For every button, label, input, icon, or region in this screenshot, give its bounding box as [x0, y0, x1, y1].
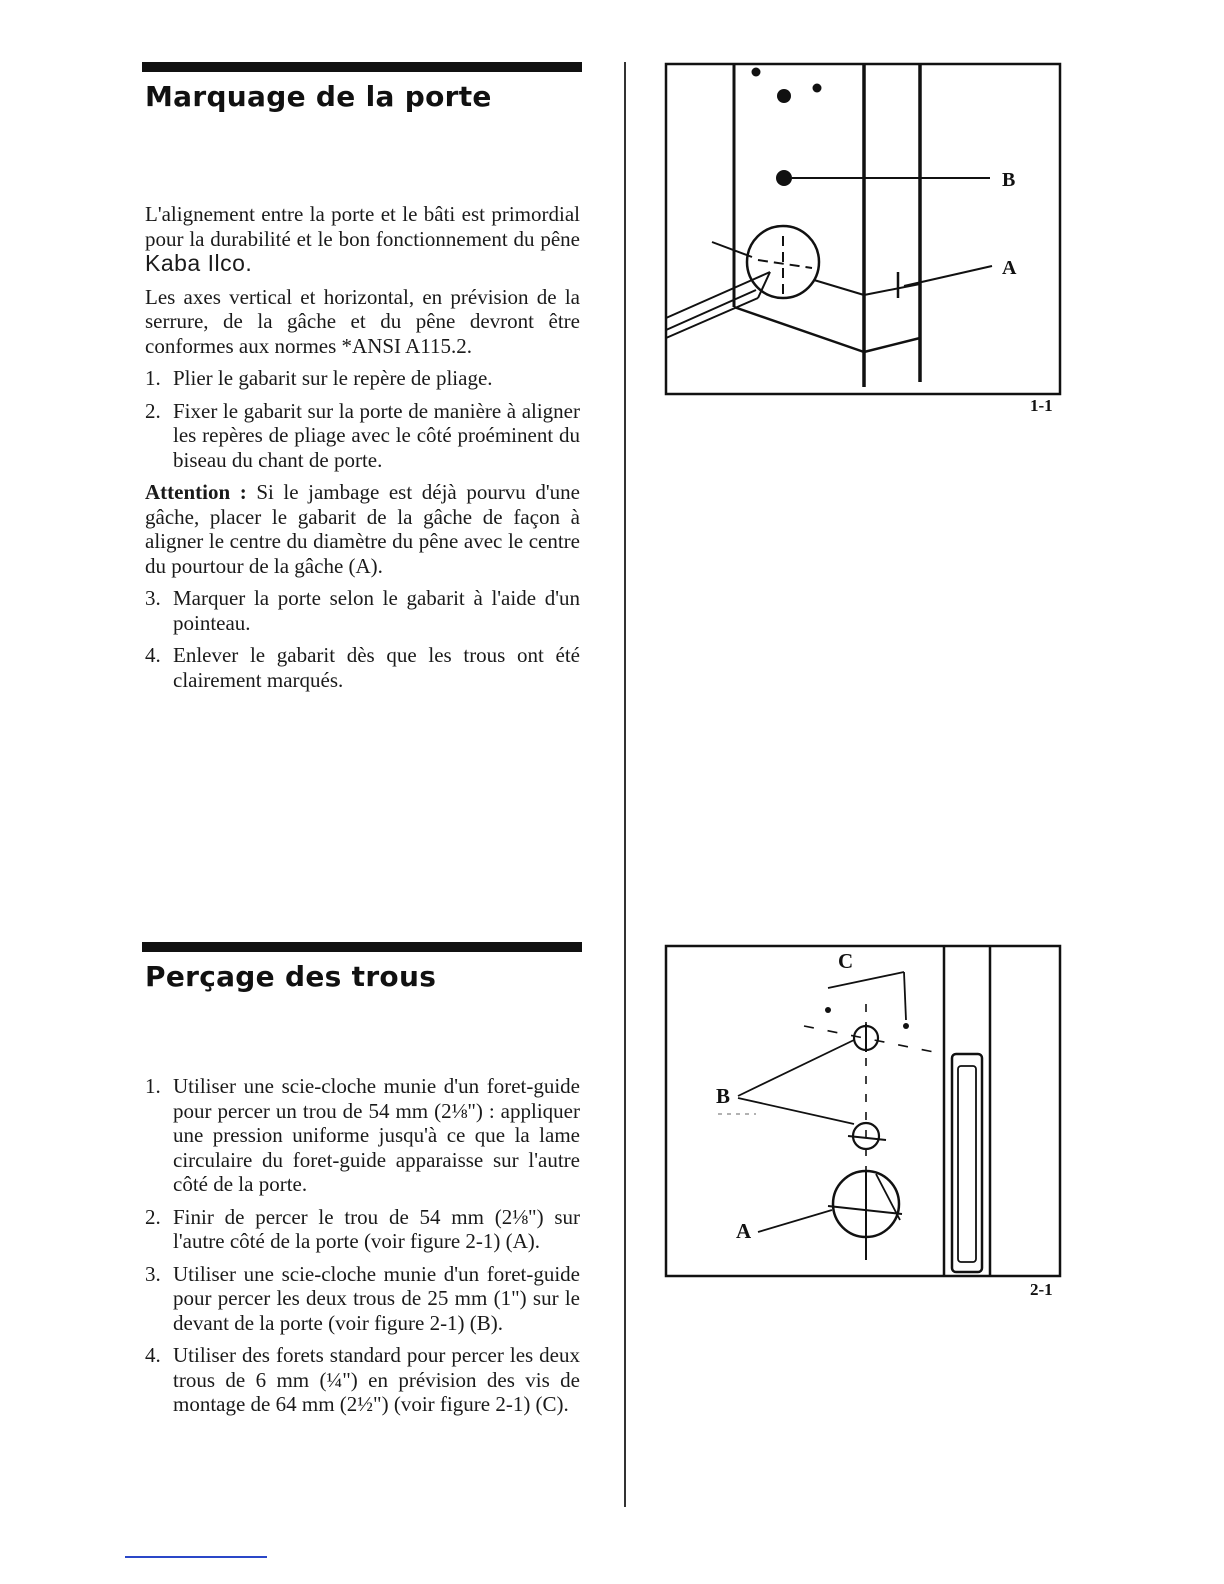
step-text: Utiliser une scie-cloche munie d'un foret-guide pour percer un trou de 54 mm (2⅛") : appliquer une pression uniforme jusqu'à ce que la lame circulaire du foret-guide apparaisse sur l'autre côté de la porte. [173, 1074, 580, 1196]
list-item [145, 1343, 580, 1417]
list-item [145, 1074, 580, 1197]
step-number: 2. [145, 1204, 161, 1229]
footer-link-line [125, 1556, 267, 1558]
crosshair-horizontal [758, 260, 812, 268]
list-item [145, 1205, 580, 1254]
screw-hole-dot [903, 1023, 909, 1029]
list-item [145, 1262, 580, 1336]
column-divider [624, 62, 626, 1507]
edge-plate-inner [958, 1066, 976, 1262]
leader-line-b2 [738, 1098, 854, 1124]
step-number: 3. [145, 586, 161, 610]
figure-drilling [664, 944, 1062, 1280]
horizontal-guide [804, 1026, 934, 1052]
section-rule-top [142, 62, 582, 72]
leader-line-b1 [738, 1040, 854, 1096]
step-text: Utiliser une scie-cloche munie d'un foret-guide pour percer les deux trous de 25 mm (1") sur le devant de la porte (voir figure 2-1) (B). [173, 1261, 580, 1335]
screw-hole-dot [825, 1007, 831, 1013]
section-heading-percage: Perçage des trous [145, 960, 437, 993]
step-number: 1. [145, 366, 161, 390]
section-body-marquage [145, 202, 580, 700]
step-number: 4. [145, 643, 161, 667]
step-text: Fixer le gabarit sur la porte de manière à aligner les repères de pliage avec le côté proéminent du biseau du chant de porte. [173, 398, 580, 472]
leader-line-c1 [828, 972, 904, 988]
figure-frame [666, 946, 1060, 1276]
section-heading-marquage: Marquage de la porte [145, 80, 492, 113]
hole-dot-b [776, 170, 792, 186]
list-item [145, 643, 580, 692]
step-number: 1. [145, 1074, 161, 1098]
edge-plate [952, 1054, 982, 1272]
section-body-percage [145, 1074, 580, 1425]
steps-list-percage [145, 1074, 580, 1417]
label-a: A [736, 1219, 752, 1243]
small-hole-dot [752, 68, 761, 77]
figure-caption-1-1: 1-1 [1030, 396, 1053, 415]
axes-paragraph: Les axes vertical et horizontal, en prévision de la serrure, de la gâche et du pêne devront être conformes aux normes *ANSI A115.2. [145, 284, 580, 358]
list-item [145, 366, 580, 391]
step-text: Plier le gabarit sur le repère de pliage. [173, 366, 493, 390]
guide-mark [712, 242, 752, 257]
figure-caption-2-1: 2-1 [1030, 1280, 1053, 1299]
label-b: B [1002, 169, 1016, 191]
figure-door-marking [664, 62, 1062, 398]
bevel-line-side [864, 338, 920, 352]
bevel-line-top-side [864, 284, 920, 295]
section-rule-bottom [142, 942, 582, 952]
steps-list-b [145, 586, 580, 692]
step-text: Utiliser des forets standard pour percer les deux trous de 6 mm (¼") en prévision des vis de montage de 64 mm (2½") (voir figure 2-1) (C). [173, 1343, 580, 1416]
attention-text: Si le jambage est déjà pourvu d'une gâche, placer le gabarit de la gâche de façon à aligner le centre du diamètre du pêne avec le centre du pourtour de la gâche (A). [145, 480, 580, 578]
list-item [145, 586, 580, 635]
leader-line-c2 [904, 972, 906, 1020]
brand-name: Kaba Ilco. [145, 250, 253, 276]
step-number: 4. [145, 1343, 161, 1367]
list-item [145, 399, 580, 473]
leader-line-a [758, 1210, 832, 1232]
step-number: 2. [145, 398, 161, 423]
bevel-line-bottom [734, 307, 864, 352]
label-a: A [1002, 257, 1017, 279]
hole-dot [777, 89, 791, 103]
step-number: 3. [145, 1261, 161, 1286]
step-text: Marquer la porte selon le gabarit à l'aide d'un pointeau. [173, 586, 580, 635]
attention-paragraph [145, 480, 580, 578]
intro-paragraph [145, 202, 580, 277]
step-text: Enlever le gabarit dès que les trous ont été clairement marqués. [173, 643, 580, 692]
step-text: Finir de percer le trou de 54 mm (2⅛") sur l'autre côté de la porte (voir figure 2-1) (A). [173, 1204, 580, 1253]
attention-label: Attention : [145, 480, 247, 504]
bevel-line-top [814, 280, 864, 295]
steps-list-a [145, 366, 580, 472]
label-c: C [838, 949, 854, 973]
leader-line-a [904, 266, 992, 286]
small-hole-dot [813, 84, 822, 93]
label-b: B [716, 1084, 731, 1108]
intro-text: L'alignement entre la porte et le bâti est primordial pour la durabilité et le bon fonctionnement du pêne [145, 202, 580, 251]
